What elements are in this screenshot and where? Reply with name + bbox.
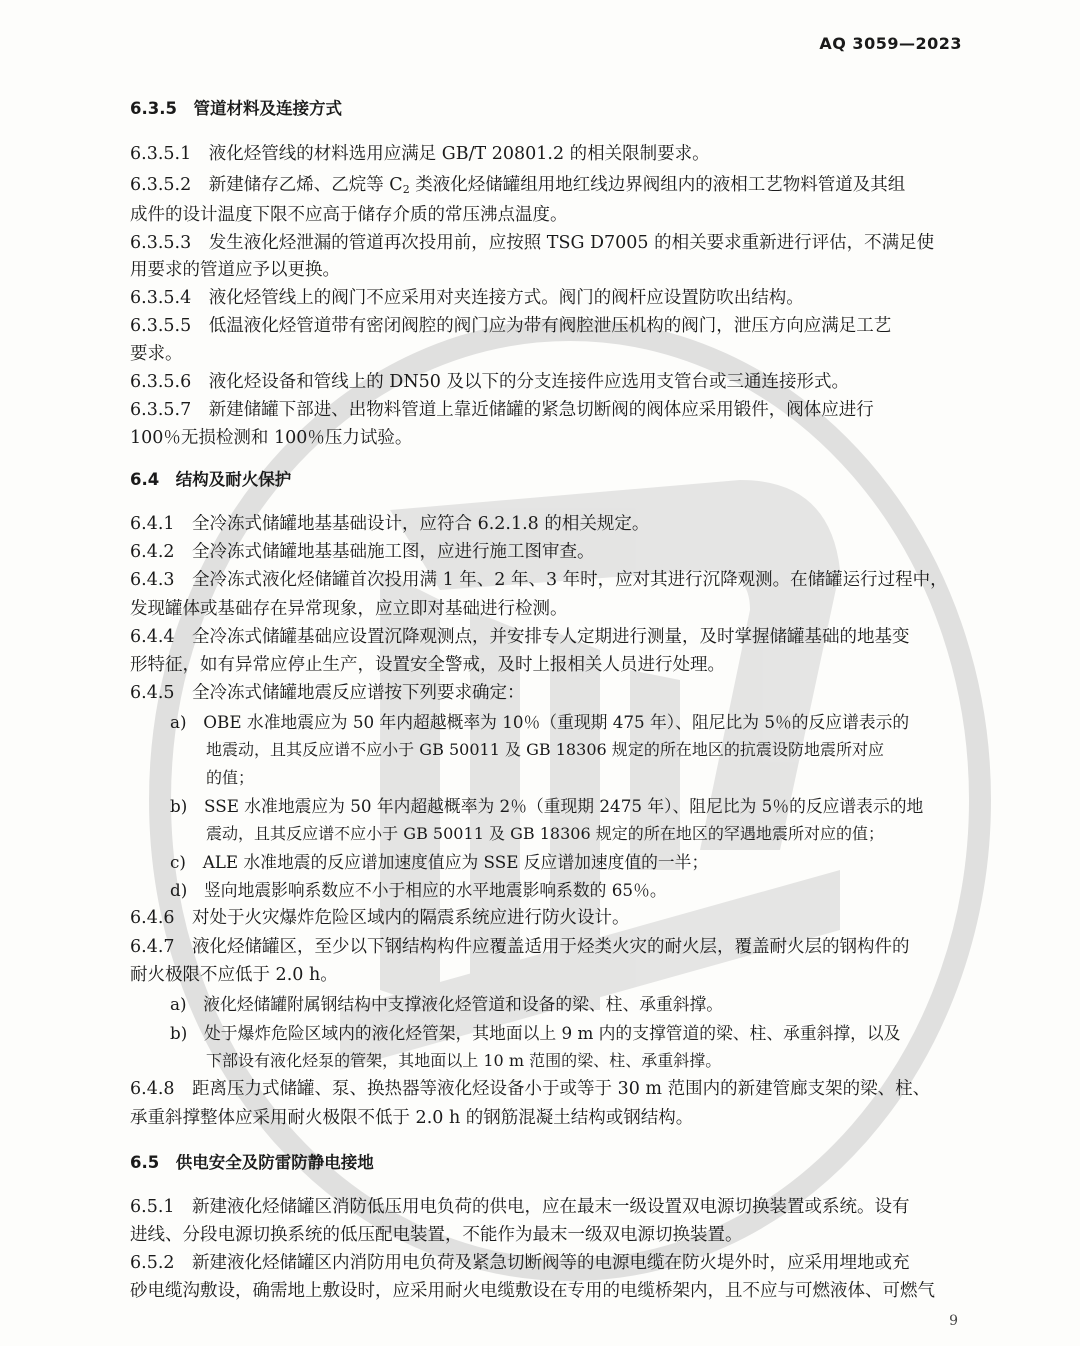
subscript: 2	[402, 183, 410, 196]
clause-6-4-8-cont: 承重斜撑整体应采用耐火极限不低于 2.0 h 的钢筋混凝土结构或钢结构。	[130, 1108, 694, 1128]
clause-6-3-5-4: 6.3.5.4 液化烃管线上的阀门不应采用对夹连接方式。阀门的阀杆应设置防吹出结构。	[130, 288, 804, 308]
clause-6-4-4-cont: 形特征，如有异常应停止生产，设置安全警戒，及时上报相关人员进行处理。	[130, 655, 725, 675]
list-item-b-cont: 下部设有液化烃泵的管架，其地面以上 10 m 范围的梁、柱、承重斜撑。	[206, 1051, 722, 1070]
list-item-b: b) 处于爆炸危险区域内的液化烃管架，其地面以上 9 m 内的支撑管道的梁、柱、承重斜撑，以及	[170, 1023, 901, 1043]
clause-6-3-5-2-cont: 成件的设计温度下限不应高于储存介质的常压沸点温度。	[130, 205, 568, 225]
clause-6-5-1-cont: 进线、分段电源切换系统的低压配电装置，不能作为最末一级双电源切换装置。	[130, 1225, 743, 1245]
clause-6-3-5-7: 6.3.5.7 新建储罐下部进、出物料管道上靠近储罐的紧急切断阀的阀体应采用锻件，阀体应进行	[130, 400, 874, 420]
clause-6-4-8: 6.4.8 距离压力式储罐、泵、换热器等液化烃设备小于或等于 30 m 范围内的新建管廊支架的梁、柱、	[130, 1079, 931, 1099]
text-fragment: 类液化烃储罐组用地红线边界阀组内的液相工艺物料管道及其组	[409, 175, 906, 195]
text-fragment: 6.3.5.2 新建储存乙烯、乙烷等 C	[130, 175, 403, 195]
list-item-a: a) OBE 水准地震应为 50 年内超越概率为 10％（重现期 475 年）、阻尼比为 5％的反应谱表示的	[170, 712, 910, 732]
section-heading-6-5: 6.5 供电安全及防雷防静电接地	[130, 1153, 374, 1172]
document-code: AQ 3059—2023	[819, 34, 962, 53]
clause-6-3-5-3-cont: 用要求的管道应予以更换。	[130, 260, 340, 280]
clause-6-3-5-1: 6.3.5.1 液化烃管线的材料选用应满足 GB/T 20801.2 的相关限制要求。	[130, 144, 710, 164]
clause-6-4-3-cont: 发现罐体或基础存在异常现象，应立即对基础进行检测。	[130, 599, 568, 619]
list-item-a: a) 液化烃储罐附属钢结构中支撑液化烃管道和设备的梁、柱、承重斜撑。	[170, 994, 724, 1014]
clause-6-3-5-3: 6.3.5.3 发生液化烃泄漏的管道再次投用前，应按照 TSG D7005 的相关要求重新进行评估，不满足使	[130, 233, 935, 253]
clause-6-4-7: 6.4.7 液化烃储罐区，至少以下钢结构构件应覆盖适用于烃类火灾的耐火层，覆盖耐火层的钢构件的	[130, 937, 910, 957]
clause-6-3-5-6: 6.3.5.6 液化烃设备和管线上的 DN50 及以下的分支连接件应选用支管台或三通连接形式。	[130, 372, 849, 392]
clause-6-4-5: 6.4.5 全冷冻式储罐地震反应谱按下列要求确定：	[130, 683, 525, 703]
clause-6-4-3: 6.4.3 全冷冻式液化烃储罐首次投用满 1 年、2 年、3 年时，应对其进行沉降观测。在储罐运行过程中，	[130, 570, 948, 590]
clause-6-5-1: 6.5.1 新建液化烃储罐区消防低压用电负荷的供电，应在最末一级设置双电源切换装置或系统。设有	[130, 1197, 910, 1217]
list-item-b-cont: 震动，且其反应谱不应小于 GB 50011 及 GB 18306 规定的所在地区的罕遇地震所对应的值；	[206, 824, 885, 843]
page-number: 9	[949, 1313, 958, 1329]
clause-6-4-4: 6.4.4 全冷冻式储罐基础应设置沉降观测点，并安排专人定期进行测量，及时掌握储罐基础的地基变	[130, 627, 910, 647]
clause-6-4-1: 6.4.1 全冷冻式储罐地基基础设计，应符合 6.2.1.8 的相关规定。	[130, 514, 650, 534]
clause-6-5-2: 6.5.2 新建液化烃储罐区内消防用电负荷及紧急切断阀等的电源电缆在防火堤外时，应采用埋地或充	[130, 1253, 910, 1273]
clause-6-3-5-5: 6.3.5.5 低温液化烃管道带有密闭阀腔的阀门应为带有阀腔泄压机构的阀门，泄压方向应满足工艺	[130, 316, 892, 336]
clause-6-4-7-cont: 耐火极限不应低于 2.0 h。	[130, 965, 338, 985]
list-item-a-cont: 地震动，且其反应谱不应小于 GB 50011 及 GB 18306 规定的所在地区的抗震设防地震所对应	[206, 740, 885, 759]
clause-6-4-2: 6.4.2 全冷冻式储罐地基基础施工图，应进行施工图审查。	[130, 542, 595, 562]
list-item-c: c) ALE 水准地震的反应谱加速度值应为 SSE 反应谱加速度值的一半；	[170, 852, 709, 872]
clause-6-3-5-7-cont: 100％无损检测和 100％压力试验。	[130, 428, 413, 448]
section-heading-6-3-5: 6.3.5 管道材料及连接方式	[130, 99, 342, 118]
clause-6-3-5-2	[130, 172, 970, 203]
list-item-b: b) SSE 水准地震应为 50 年内超越概率为 2％（重现期 2475 年）、阻尼比为 5％的反应谱表示的地	[170, 796, 924, 816]
section-heading-6-4: 6.4 结构及耐火保护	[130, 470, 292, 489]
clause-6-5-2-cont: 砂电缆沟敷设，确需地上敷设时，应采用耐火电缆敷设在专用的电缆桥架内，且不应与可燃液体、可燃气	[130, 1281, 935, 1301]
clause-6-3-5-5-cont: 要求。	[130, 344, 183, 364]
list-item-d: d) 竖向地震影响系数应不小于相应的水平地震影响系数的 65％。	[170, 880, 667, 900]
list-item-a-cont: 的值；	[206, 768, 255, 787]
clause-6-4-6: 6.4.6 对处于火灾爆炸危险区域内的隔震系统应进行防火设计。	[130, 908, 630, 928]
